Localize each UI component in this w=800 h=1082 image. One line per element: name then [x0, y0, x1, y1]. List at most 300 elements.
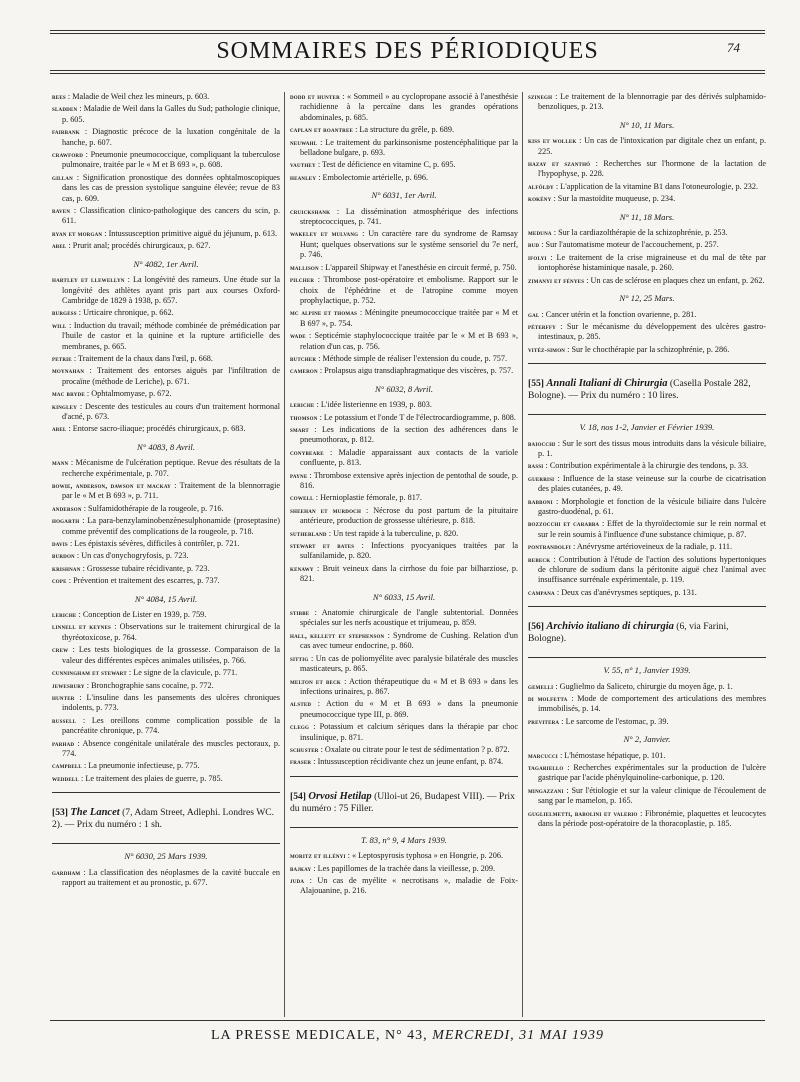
article-entry — [52, 458, 280, 479]
article-title: : Le traitement de la blennorragie par des dérivés sulphamido-benzoliques, p. 213. — [538, 92, 766, 112]
article-entry — [52, 241, 280, 251]
article-title: : Sur la cardiazolthérapie de la schizophrénie, p. 253. — [553, 228, 728, 238]
journal-title: Orvosi Hetilap — [308, 790, 372, 802]
journal-title: Archivio italiano di chirurgia — [546, 621, 674, 633]
article-author: sheehan et murdoch — [290, 506, 362, 515]
issue-heading: N° 6033, 15 Avril. — [372, 591, 436, 602]
article-title: : Un cas de sclérose en plaques chez un enfant, p. 262. — [586, 275, 765, 285]
article-entry — [52, 308, 280, 318]
article-title: : Thrombose post-opératoire et embolisme. Rapport sur le choix de l'éphédrine et de l'atropine comme moyen prophylactique, p. 752. — [300, 275, 519, 305]
article-entry — [528, 322, 766, 343]
article-entry — [290, 125, 518, 135]
article-entry — [52, 229, 280, 239]
article-title: : Nécrose du post partum de la pituitaire antérieure, production de grossesse ultérieure, p. 818. — [300, 505, 518, 526]
column-2 — [290, 92, 518, 899]
article-author: moritz et illényi — [290, 852, 346, 861]
article-title: : Intussusception primitive aiguë du jéjunum, p. 613. — [104, 228, 278, 238]
article-author: abel — [52, 425, 67, 434]
article-entry — [52, 564, 280, 574]
article-author: gemelli — [528, 682, 554, 691]
column-3 — [528, 92, 766, 832]
article-author: meduna — [528, 229, 552, 238]
article-title: : Intussusception récidivante chez un jeune enfant, p. 874. — [313, 757, 504, 767]
article-entry — [52, 92, 280, 102]
article-author: neuwahl — [290, 138, 318, 147]
issue-heading: V. 18, nos 1-2, Janvier et Février 1939. — [579, 422, 715, 433]
article-author: stibbe — [290, 609, 310, 618]
top-rule — [50, 30, 765, 31]
article-title: : Contribution expérimentale à la chirurgie des tendons, p. 33. — [545, 461, 749, 471]
article-entry — [52, 645, 280, 666]
article-author: kenawy — [290, 564, 314, 573]
article-author: burdon — [52, 552, 75, 561]
journal-number: [55] — [528, 378, 544, 390]
article-author: dodd et hunter — [290, 93, 340, 101]
article-title: : Le traitement des plaies de guerre, p. 785. — [81, 773, 223, 783]
article-entry — [290, 331, 518, 352]
article-title: : Maladie de Weil chez les mineurs, p. 603. — [67, 92, 210, 101]
article-title: : Grossesse tubaire récidivante, p. 723. — [82, 563, 210, 573]
article-author: guglielmetti, babolini et valerio — [528, 809, 638, 818]
journal-number: [54] — [290, 790, 306, 802]
article-author: gillan — [52, 173, 73, 182]
article-title: : L'application de la vitamine B1 dans l'otoneurologie, p. 232. — [555, 181, 759, 191]
article-title: : Maladie apparaissant aux contacts de la variole confluente, p. 813. — [300, 447, 518, 468]
article-title: : La para-benzylaminobenzènesulphonamide (proseptasine) comme préventif des complications de la rougeole, p. 718. — [62, 516, 280, 536]
article-author: hall, kellett et stephenson — [290, 631, 385, 640]
article-author: szinegh — [528, 93, 553, 101]
article-author: smart — [290, 425, 309, 434]
article-title: : Les indications de la section des adhérences dans le pneumothorax, p. 812. — [300, 424, 518, 445]
article-entry — [52, 681, 280, 691]
journal-details: (Casella Postale 282, Bologne). — Prix du numéro : 10 lires. — [528, 378, 751, 402]
footer-rule — [50, 1020, 765, 1021]
article-author: sittig — [290, 654, 309, 663]
journal-header-53 — [52, 792, 280, 844]
article-author: thomson — [290, 413, 318, 422]
article-author: rabboni — [528, 497, 553, 506]
journal-header-55 — [528, 363, 766, 415]
article-title: : Septicémie staphylococcique traitée par le « M et B 693 », relation d'un cas, p. 756. — [300, 331, 519, 351]
article-entry — [52, 774, 280, 784]
article-entry — [290, 308, 518, 329]
article-title: : Les épistaxis sévères, difficiles à contrôler, p. 721. — [69, 539, 240, 549]
article-author: will — [52, 321, 67, 330]
article-title: : Test de déficience en vitamine C, p. 695. — [317, 160, 456, 170]
article-entry — [52, 868, 280, 889]
article-title: : Traitement des entorses aiguës par l'infiltration de procaïne (méthode de Leriche), p. 671. — [62, 366, 280, 386]
issue-heading: N° 11, 18 Mars. — [619, 211, 675, 222]
article-entry — [52, 389, 280, 399]
article-title: : Urticaire chronique, p. 662. — [78, 308, 174, 318]
article-author: cameron — [290, 367, 318, 376]
issue-heading: N° 6030, 25 Mars 1939. — [124, 851, 208, 862]
article-title: : La classification des néoplasmes de la cavité buccale en rapport au traitement et au pronostic, p. 677. — [62, 867, 280, 887]
article-entry — [52, 127, 280, 148]
article-entry — [290, 677, 518, 698]
article-author: vitéz-simon — [528, 345, 566, 354]
article-author: burgess — [52, 309, 77, 318]
article-author: juda — [290, 876, 305, 885]
article-entry — [528, 461, 766, 471]
article-entry — [52, 761, 280, 771]
article-entry — [52, 693, 280, 714]
article-entry — [528, 763, 766, 784]
article-author: marcucci — [528, 751, 558, 760]
article-author: previtera — [528, 717, 560, 726]
article-entry — [290, 160, 518, 170]
article-entry — [528, 136, 766, 157]
article-title: : Bruit veineux dans la cirrhose du foie par bilharziose, p. 821. — [300, 563, 519, 584]
article-entry — [290, 366, 518, 376]
article-title: : Les oreillons comme complication possible de la pancréatite chronique, p. 774. — [62, 715, 280, 736]
article-title: : Embolectomie artérielle, p. 696. — [318, 172, 428, 182]
article-author: hogarth — [52, 517, 80, 526]
article-title: : Un test rapide à la tuberculine, p. 820. — [328, 528, 459, 538]
article-author: leriche — [290, 401, 315, 410]
article-entry — [290, 541, 518, 562]
article-author: mc alpine et thomas — [290, 309, 358, 318]
article-author: conybeare — [290, 448, 324, 457]
article-author: caplan et roantree — [290, 126, 354, 135]
issue-heading: N° 6032, 8 Avril. — [375, 383, 433, 394]
issue-heading: N° 2, Janvier. — [623, 734, 671, 745]
article-author: campana — [528, 588, 555, 597]
article-entry — [52, 576, 280, 586]
article-title: : La structure du grêle, p. 689. — [355, 125, 454, 135]
article-author: pilcher — [290, 276, 315, 285]
article-title: : Descente des testicules au cours d'un traitement hormonal d'acné, p. 673. — [62, 401, 281, 421]
article-title: : Potassium et calcium sériques dans la thérapie par choc insulinique, p. 871. — [300, 722, 518, 742]
article-title: : Un cas de myélite « necrotisans », maladie de Foix-Alajouanine, p. 216. — [300, 875, 519, 896]
article-entry — [290, 608, 518, 629]
article-author: bassi — [528, 462, 544, 471]
article-entry — [290, 506, 518, 527]
article-author: fraser — [290, 758, 312, 767]
article-author: wade — [290, 332, 306, 341]
article-author: kingley — [52, 402, 78, 411]
article-author: anderson — [52, 504, 82, 513]
article-author: alföldy — [528, 182, 554, 191]
article-author: mac bryde — [52, 390, 85, 399]
issue-heading: T. 83, n° 9, 4 Mars 1939. — [361, 834, 447, 845]
article-author: bozzocchi et carabba — [528, 520, 600, 529]
article-entry — [290, 275, 518, 306]
article-title: : Sur l'étiologie et sur la valeur clinique de l'écoulement de sang par le mamelon, p. 165. — [538, 785, 766, 806]
article-title: : Bronchographie sans cocaïne, p. 772. — [86, 680, 214, 690]
article-entry — [52, 716, 280, 737]
article-title: : Les papillomes de la trachée dans la vieillesse, p. 209. — [313, 863, 496, 873]
article-entry — [290, 564, 518, 585]
article-entry — [52, 366, 280, 387]
article-entry — [528, 497, 766, 518]
article-title: : Diagnostic précoce de la luxation congénitale de la hanche, p. 607. — [62, 127, 281, 147]
article-author: zimanyi et fényes — [528, 276, 585, 285]
journal-header-54 — [290, 776, 518, 828]
article-author: tagariello — [528, 764, 564, 773]
article-author: alsted — [290, 700, 312, 709]
article-author: mallison — [290, 263, 319, 272]
article-author: di molfetta — [528, 695, 568, 704]
top-rule-2 — [50, 33, 765, 34]
article-entry — [290, 851, 518, 861]
article-entry — [528, 253, 766, 274]
article-author: guerrisi — [528, 474, 555, 483]
article-entry — [290, 529, 518, 539]
article-entry — [528, 276, 766, 286]
article-entry — [290, 864, 518, 874]
article-author: moynahan — [52, 367, 85, 376]
issue-heading: V. 55, n° 1, Janvier 1939. — [603, 665, 691, 676]
article-title: : Un cas d'onychogryfosis, p. 723. — [76, 551, 189, 561]
article-title: : Sur le sort des tissus mous introduits dans la vésicule biliaire, p. 1. — [538, 438, 767, 458]
article-entry — [52, 206, 280, 227]
article-title: : Prolapsus aigu transdiaphragmatique des viscères, p. 757. — [319, 366, 514, 376]
article-title: : L'hémostase hépatique, p. 101. — [559, 750, 666, 760]
article-entry — [528, 92, 766, 113]
article-entry — [52, 622, 280, 643]
article-author: baiocchi — [528, 439, 556, 448]
article-author: raven — [52, 207, 71, 216]
article-title: : Traitement de la chaux dans l'œil, p. 668. — [73, 353, 213, 363]
article-title: : Le signe de la clavicule, p. 771. — [128, 668, 238, 678]
article-entry — [52, 551, 280, 561]
article-entry — [290, 745, 518, 755]
journal-details: (Ulloi-ut 26, Budapest VIII). — Prix du numéro : 75 Filler. — [290, 790, 515, 814]
article-title: : Cancer utérin et la fonction ovarienne, p. 281. — [541, 309, 697, 319]
article-entry — [290, 876, 518, 897]
article-entry — [52, 104, 280, 125]
article-author: bud — [528, 241, 540, 250]
article-entry — [528, 519, 766, 540]
article-title: : Action du « M et B 693 » dans la pneumonie pneumococcique type III, p. 869. — [300, 699, 519, 719]
issue-heading: N° 4083, 8 Avril. — [137, 441, 195, 452]
article-entry — [528, 694, 766, 715]
article-entry — [52, 402, 280, 423]
article-title: : Signification pronostique des données ophtalmoscopiques dans les cas de pression systolique sanguine élevée; revue de 83 cas, p. 609. — [62, 172, 280, 203]
article-title: : Pneumonie pneumococcique, compliquant la tuberculose pulmonaire, traitée par le « M et B 693 », p. 608. — [62, 150, 280, 170]
article-title: : Ophtalmomyase, p. 672. — [86, 389, 172, 399]
article-entry — [528, 717, 766, 727]
article-title: : Sur le mécanisme du développement des ulcères gastro-intestinaux, p. 285. — [538, 321, 767, 342]
article-author: cunningham et stewart — [52, 669, 127, 678]
article-title: : Sur la mastoïdite muqueuse, p. 234. — [553, 194, 676, 204]
journal-details: (7, Adam Street, Adlephi. Londres WC. 2). — Prix du numéro : 1 sh. — [52, 807, 275, 831]
article-author: mingazzani — [528, 786, 564, 795]
article-title: : Sur le chocthérapie par la schizophrénie, p. 286. — [567, 344, 730, 354]
column-divider — [522, 92, 523, 1017]
article-author: schuster — [290, 745, 319, 754]
column-1 — [52, 92, 280, 890]
footer-journal: LA PRESSE MEDICALE, N° 43, — [210, 1028, 428, 1043]
article-author: hazay et szanthó — [528, 160, 591, 169]
journal-title: The Lancet — [70, 807, 120, 819]
article-title: : Conception de Lister en 1939, p. 759. — [78, 610, 207, 620]
article-author: kiss et wollek — [528, 137, 577, 146]
article-entry — [52, 668, 280, 678]
article-author: petrie — [52, 354, 72, 363]
article-title: : Influence de la stase veineuse sur la courbe de cicatrisation des plaies cutanées, p. 49. — [538, 473, 767, 494]
issue-heading: N° 4082, 1er Avril. — [133, 258, 199, 269]
article-author: bowie, anderson, dawson et mackay — [52, 482, 171, 490]
article-title: : La dissémination atmosphérique des infections streptococciques, p. 741. — [300, 206, 518, 227]
article-author: cowell — [290, 494, 314, 503]
article-title: : Anatomie chirurgicale de l'angle subtentorial. Données spéciales sur les nerfs acoustique et trijumeau, p. 859. — [300, 608, 519, 628]
article-author: davis — [52, 540, 68, 549]
article-entry — [290, 92, 518, 123]
page-title: SOMMAIRES DES PÉRIODIQUES — [216, 38, 599, 64]
article-author: kokény — [528, 195, 552, 204]
article-title: : Effet de la thyroïdectomie sur le rein normal et sur le rein soumis à l'influence d'une substance chimique, p. 87. — [538, 519, 767, 539]
article-author: gal — [528, 310, 540, 319]
article-title: : Anévrysme artérioveineux de la radiale, p. 111. — [573, 542, 733, 552]
article-title: : Un cas de l'intoxication par digitale chez un enfant, p. 225. — [538, 136, 766, 156]
article-entry — [528, 182, 766, 192]
article-entry — [52, 739, 280, 760]
article-entry — [290, 229, 518, 260]
page-footer — [50, 1028, 765, 1044]
article-entry — [52, 504, 280, 514]
article-entry — [528, 345, 766, 355]
article-author: ifolyi — [528, 253, 547, 262]
issue-heading: N° 12, 25 Mars. — [619, 293, 675, 304]
article-author: wakeley et mulvang — [290, 230, 359, 239]
article-entry — [52, 354, 280, 364]
article-entry — [290, 400, 518, 410]
article-title: : L'insuline dans les pansements des ulcères chroniques indolents, p. 773. — [62, 692, 280, 713]
article-entry — [528, 786, 766, 807]
article-entry — [528, 159, 766, 180]
article-author: sutherland — [290, 529, 327, 538]
article-entry — [290, 631, 518, 652]
article-entry — [528, 310, 766, 320]
article-author: rees — [52, 93, 66, 101]
article-entry — [290, 413, 518, 423]
article-title: : Classification clinico-pathologique des cancers du scin, p. 611. — [62, 206, 281, 226]
article-author: crawford — [52, 151, 84, 160]
article-entry — [528, 809, 766, 830]
issue-heading: N° 4084, 15 Avril. — [134, 593, 198, 604]
article-title: : Recherches sur l'hormone de la lactation de l'hypophyse, p. 228. — [538, 159, 767, 179]
article-entry — [290, 757, 518, 767]
article-entry — [290, 448, 518, 469]
article-title: : Traitement de la blennorragie par le « M et B 693 », p. 711. — [62, 481, 281, 501]
article-entry — [528, 474, 766, 495]
journal-title: Annali Italiani di Chirurgia — [546, 378, 668, 390]
article-author: campbell — [52, 762, 82, 771]
article-entry — [52, 321, 280, 352]
article-title: : Hernioplastie fémorale, p. 817. — [315, 493, 422, 503]
article-title: : Recherches expérimentales sur la production de l'ulcère gastrique par l'acide phénylquinoline-carbonique, p. 120. — [538, 763, 766, 783]
article-title: : Oxalate ou citrate pour le test de sédimentation ? p. 872. — [320, 744, 510, 754]
article-title: : La pneumonie infectieuse, p. 775. — [83, 761, 200, 771]
article-entry — [52, 610, 280, 620]
article-title: : Fibronémie, plaquettes et leucocytes dans la période post-opératoire de la thoracoplastie, p. 185. — [538, 808, 766, 829]
article-title: : Maladie de Weil dans la Galles du Sud; pathologie clinique, p. 605. — [62, 104, 281, 124]
article-author: heanley — [290, 173, 317, 182]
article-entry — [290, 425, 518, 446]
article-title: : Un cas de poliomyélite avec paralysie bilatérale des muscles masticateurs, p. 865. — [300, 653, 518, 674]
article-author: bajkay — [290, 864, 312, 873]
article-author: cope — [52, 577, 67, 586]
header-rule-2 — [50, 73, 765, 74]
article-author: cruickshank — [290, 207, 331, 216]
article-author: ryan et morgan — [52, 229, 103, 238]
article-entry — [290, 173, 518, 183]
journal-number: [56] — [528, 621, 544, 633]
article-author: hartley et llewellyn — [52, 276, 125, 285]
article-title: : Contribution à l'étude de l'action des solutions hypertoniques de chlorure de sodium dans la péritonite aiguë chez l'animal avec insuffisance surrénale expérimentale, p. 119. — [538, 554, 767, 585]
article-title: : Un caractère rare du syndrome de Ramsay Hunt; quelques observations sur le système sensoriel du 7e nerf, p. 746. — [300, 229, 518, 260]
journal-number: [53] — [52, 807, 68, 819]
article-entry — [528, 439, 766, 460]
article-author: stewart et bates — [290, 542, 355, 551]
article-title: : Sur l'automatisme moteur de l'accouchement, p. 257. — [541, 240, 719, 250]
article-title: : Absence congénitale unilatérale des muscles pectoraux, p. 774. — [62, 738, 280, 758]
article-author: butcher — [290, 354, 317, 363]
article-entry — [528, 588, 766, 598]
footer-date: MERCREDI, 31 MAI 1939 — [432, 1028, 605, 1043]
article-author: payne — [290, 471, 308, 480]
article-title: : Le sarcome de l'estomac, p. 39. — [561, 716, 669, 726]
article-author: leriche — [52, 611, 77, 620]
article-entry — [290, 699, 518, 720]
article-author: sladden — [52, 105, 78, 114]
article-author: krishnan — [52, 564, 81, 573]
article-entry — [528, 751, 766, 761]
article-author: abel — [52, 242, 67, 251]
article-title: : Entorse sacro-iliaque; procédés chirurgicaux, p. 683. — [68, 424, 246, 434]
article-author: weddell — [52, 774, 79, 783]
article-entry — [290, 138, 518, 159]
article-author: linnell et keynes — [52, 623, 112, 632]
article-title: : Méningite pneumococcique traitée par « M et B 697 », p. 754. — [300, 308, 519, 328]
article-title: : Deux cas d'anévrysmes septiques, p. 131. — [556, 587, 697, 597]
article-title: : « Leptospyrosis typhosa » en Hongrie, p. 206. — [347, 851, 503, 861]
article-title: : Guglielmo da Saliceto, chirurgie du moyen âge, p. 1. — [555, 681, 733, 691]
column-divider — [284, 92, 285, 1017]
article-author: jewesbury — [52, 681, 85, 690]
article-author: mann — [52, 459, 69, 468]
article-author: péterffy — [528, 322, 556, 331]
article-author: crew — [52, 646, 69, 655]
article-title: : Le traitement du parkinsonisme postencéphalitique par la belladone bulgare, p. 693. — [300, 137, 518, 158]
article-entry — [52, 275, 280, 306]
article-title: : Syndrome de Cushing. Relation d'un cas avec tumeur endocrine, p. 860. — [300, 630, 518, 651]
article-entry — [290, 493, 518, 503]
page-number: 74 — [727, 40, 740, 55]
article-title: : Induction du travail; méthode combinée de prémédication par l'huile de castor et la quinine et la rupture artificielle des membranes, p. 665. — [62, 320, 281, 351]
article-author: clegg — [290, 723, 310, 732]
article-title: : Action thérapeutique du « M et B 693 » dans les infections urinaires, p. 867. — [300, 676, 518, 696]
article-entry — [528, 228, 766, 238]
article-author: parhad — [52, 739, 75, 748]
journal-header-56 — [528, 606, 766, 658]
article-author: russell — [52, 716, 77, 725]
article-author: pontrandolfi — [528, 543, 571, 552]
article-entry — [290, 471, 518, 492]
article-title: : Sulfamidothérapie de la rougeole, p. 716. — [83, 503, 224, 513]
article-entry — [52, 424, 280, 434]
article-title: : Thrombose extensive après injection de pentothal de soude, p. 816. — [300, 470, 519, 490]
article-title: : L'appareil Shipway et l'anesthésie en circuit fermé, p. 750. — [320, 262, 517, 272]
article-title: : Mode de comportement des articulations des membres immobilisés, p. 14. — [538, 694, 767, 714]
issue-heading: N° 6031, 1er Avril. — [371, 190, 437, 201]
article-entry — [290, 722, 518, 743]
article-title: : « Sommeil » au cyclopropane associé à l'anesthésie rachidienne à la percaïne dans les grandes opérations abdominales, p. 685. — [300, 92, 519, 122]
article-author: vauthey — [290, 161, 316, 170]
article-entry — [290, 654, 518, 675]
